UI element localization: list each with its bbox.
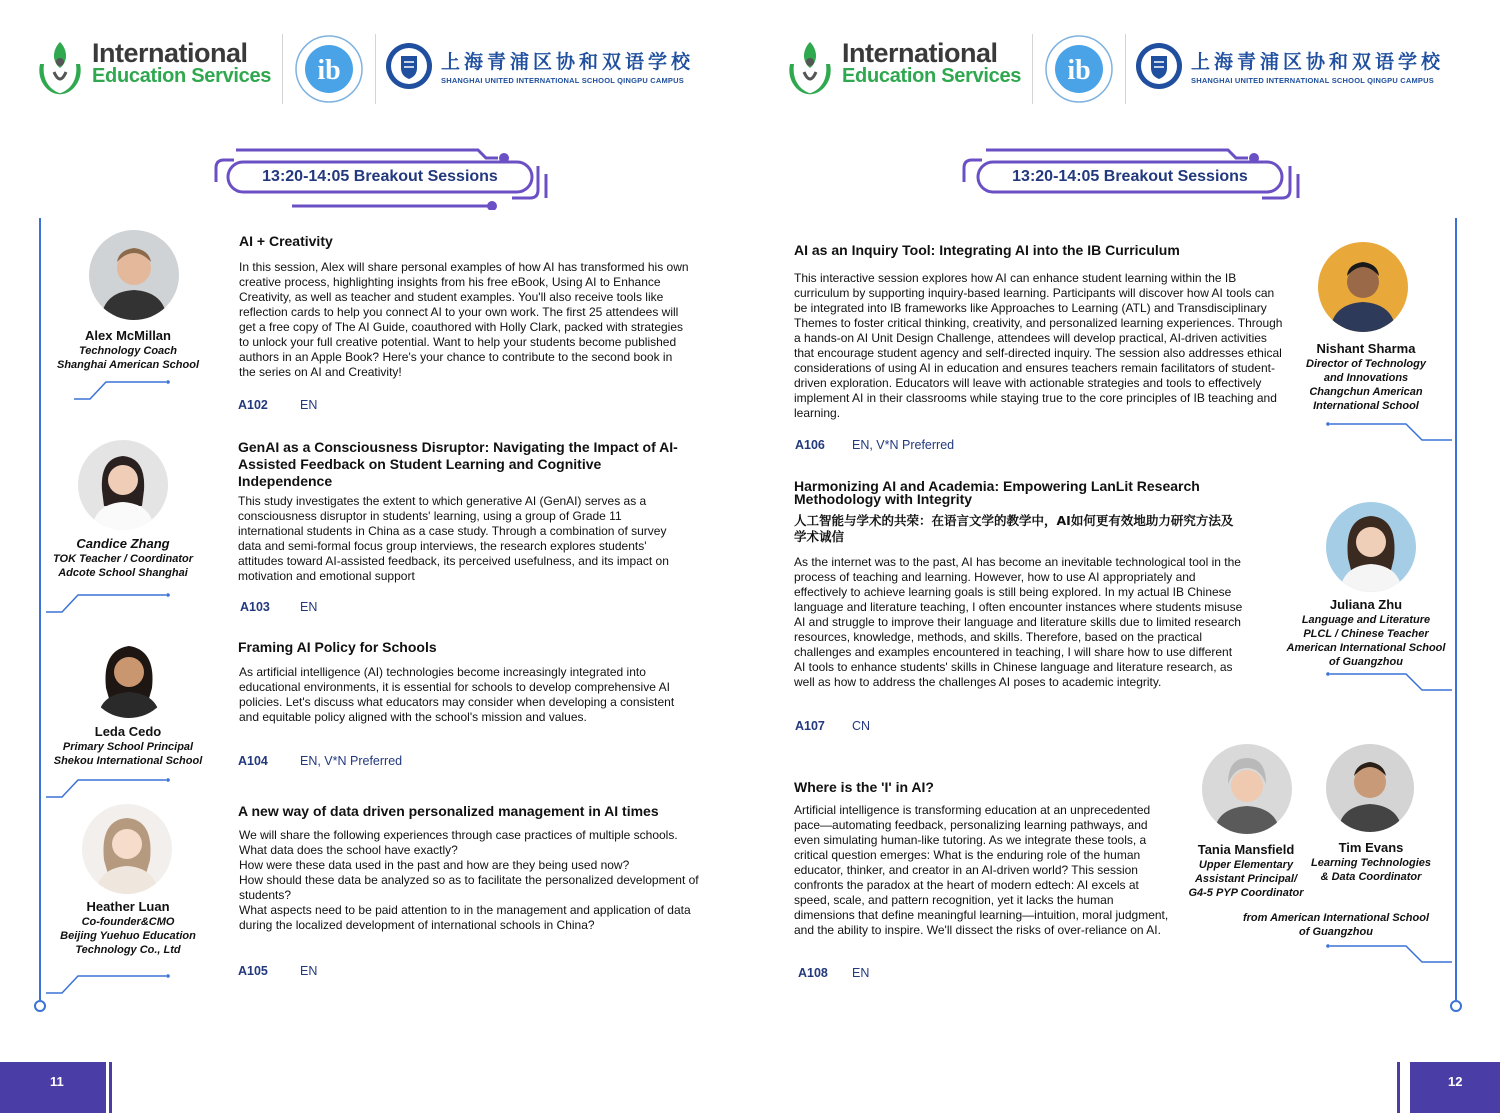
affiliation-line1: from American International School xyxy=(1242,912,1429,924)
session-title: AI as an Inquiry Tool: Integrating AI into the IB Curriculum xyxy=(794,242,1180,258)
speaker-card xyxy=(40,328,216,372)
speaker-role: Co-founder&CMO xyxy=(81,916,175,928)
speaker-photo xyxy=(1326,502,1416,592)
affiliation-line2: of Guangzhou xyxy=(1299,926,1373,938)
speaker-org-line2: of Guangzhou xyxy=(1329,656,1403,668)
speaker-card xyxy=(1280,597,1452,669)
description-line: What data does the school have exactly? xyxy=(239,843,458,857)
page-number: 11 xyxy=(50,1074,64,1089)
speaker-photo xyxy=(1318,242,1408,332)
speaker-name: Tania Mansfield xyxy=(1197,842,1295,857)
room-code: A107 xyxy=(795,719,825,733)
school-name-cn: 上海青浦区协和双语学校 xyxy=(441,51,695,73)
speaker-role: Technology Coach xyxy=(79,345,177,357)
ies-title-line1: International xyxy=(842,38,998,68)
footer-accent xyxy=(1397,1062,1400,1113)
session-title-cn: 人工智能与学术的共荣：在语言文学的教学中，AI如何更有效地助力研究方法及学术诚信 xyxy=(794,513,1234,544)
speaker-card xyxy=(40,724,216,768)
speaker-photo xyxy=(89,230,179,320)
session-title: GenAI as a Consciousness Disruptor: Navigating the Impact of AI-Assisted Feedback on Student Learning and Cognitive Independence xyxy=(238,439,678,489)
speaker-name: Candice Zhang xyxy=(76,536,170,551)
speaker-card xyxy=(1178,842,1314,900)
school-name-cn: 上海青浦区协和双语学校 xyxy=(1191,51,1445,73)
speaker-org-line2: International School xyxy=(1313,400,1419,412)
room-code: A105 xyxy=(238,964,268,978)
description-line: What aspects need to be paid attention to in the management and application of data during the localized development of international schools in China? xyxy=(239,903,691,932)
speaker-role-line2: Assistant Principal/ xyxy=(1194,873,1298,885)
speaker-photo xyxy=(78,440,168,530)
ies-title-line2: Education Services xyxy=(92,65,272,87)
description-line: How were these data used in the past and how are they being used now? xyxy=(239,858,630,872)
room-code: A104 xyxy=(238,754,268,768)
speaker-role: Upper Elementary xyxy=(1198,859,1294,871)
session-description: In this session, Alex will share personal examples of how AI has transformed his own creative process, highlighting insights from his free eBook, Using AI to Enhance Creativity, as well as teacher and student examples. You'll also receive tools like reflection cards to help you connect AI to your own work. The first 25 attendees will get a free copy of The AI Guide, coauthored with Holly Clark, packed with strategies to unlock your full creative potential. Want to help your students become published authors in an Apple Book? Here's your chance to contribute to the second book in the series on AI and Creativity! xyxy=(239,260,689,379)
room-code: A102 xyxy=(238,398,268,412)
speaker-org: Changchun American xyxy=(1309,386,1423,398)
speaker-name: Juliana Zhu xyxy=(1329,597,1403,612)
speaker-card xyxy=(1280,341,1452,413)
speaker-photo xyxy=(1202,744,1292,834)
session-language: EN xyxy=(300,964,318,978)
session-language: EN xyxy=(300,398,318,412)
session-description: This interactive session explores how AI can enhance student learning within the IB curriculum by supporting inquiry-based learning. Participants will discover how AI tools can be integrated into IB frameworks like Approaches to Learning (ATL) and Transdisciplinary Themes to foster critical thinking, creativity, and personalized learning experiences. Through a hands-on AI Unit Design Challenge, attendees will develop practical, AI-driven activities that encourage student agency and self-directed inquiry. The session also addresses ethical considerations of using AI in education and ensures teachers remain facilitators of student-driven exploration. Educators will leave with actionable strategies and tools to effectively implement AI in their classrooms while staying true to the core principles of IB teaching and learning. xyxy=(794,271,1283,420)
speaker-org: Shekou International School xyxy=(53,755,203,767)
footer-accent xyxy=(109,1062,112,1113)
speaker-photo xyxy=(82,804,172,894)
session-language: EN, V*N Preferred xyxy=(300,754,403,768)
session-description: This study investigates the extent to which generative AI (GenAI) serves as a consciousness disruptor in students' learning, using a group of Grade 11 international students in China as a case study. Through a combination of survey data and semi-formal focus group interviews, the research explores students' attitudes toward AI-assisted feedback, its perceived usefulness, and its impact on motivation and emotional support xyxy=(238,494,669,583)
session-language: EN, V*N Preferred xyxy=(852,438,955,452)
room-code: A108 xyxy=(798,966,828,980)
speakers-affiliation xyxy=(1236,911,1436,939)
session-banner-label: 13:20-14:05 Breakout Sessions xyxy=(262,168,498,185)
description-line: We will share the following experiences through case practices of multiple schools. xyxy=(239,828,678,842)
speaker-card xyxy=(30,536,216,580)
speaker-org: Shanghai American School xyxy=(56,359,199,371)
speaker-name: Alex McMillan xyxy=(85,328,171,343)
ies-title-line2: Education Services xyxy=(842,65,1022,87)
session-language: EN xyxy=(852,966,870,980)
speaker-org: Adcote School Shanghai xyxy=(58,567,188,579)
session-banner-label: 13:20-14:05 Breakout Sessions xyxy=(1012,168,1248,185)
school-name-en: SHANGHAI UNITED INTERNATIONAL SCHOOL QINGPU CAMPUS xyxy=(1191,76,1434,85)
ib-text: ib xyxy=(1067,55,1091,86)
speaker-org: American International School xyxy=(1286,642,1446,654)
session-language: EN xyxy=(300,600,318,614)
speaker-role-line2: and Innovations xyxy=(1323,372,1409,384)
speaker-name: Heather Luan xyxy=(86,899,170,914)
speaker-role: TOK Teacher / Coordinator xyxy=(53,553,193,565)
speaker-role: Primary School Principal xyxy=(62,741,194,753)
speaker-role-line2: & Data Coordinator xyxy=(1320,871,1422,883)
session-title: A new way of data driven personalized management in AI times xyxy=(238,803,659,819)
speaker-card xyxy=(1300,840,1442,884)
speaker-name: Tim Evans xyxy=(1338,840,1404,855)
ies-title-line1: International xyxy=(92,38,248,68)
speaker-org: Beijing Yuehuo Education xyxy=(60,930,196,942)
speaker-role-line2: PLCL / Chinese Teacher xyxy=(1303,628,1429,640)
speaker-role: Learning Technologies xyxy=(1311,857,1431,869)
description-line: How should these data be analyzed so as to facilitate the personalized development of students? xyxy=(239,873,699,902)
speaker-role: Director of Technology xyxy=(1306,358,1426,370)
session-description: Artificial intelligence is transforming education at an unprecedented pace—automating feedback, personalizing learning pathways, and even simulating human-like tutoring. As we integrate these tools, a critical question emerges: What is the enduring role of the human educator, thinker, and creator in an AI-driven world? This session confronts the paradox at the heart of modern edtech: AI excels at speed, scale, and pattern recognition, yet it lacks the human dimensions that define meaningful learning—intuition, moral judgment, and the ability to inspire. We'll dissect the risks of over-reliance on AI. xyxy=(794,803,1169,937)
speaker-role-line3: G4-5 PYP Coordinator xyxy=(1188,887,1304,899)
room-code: A106 xyxy=(795,438,825,452)
speaker-org-line2: Technology Co., Ltd xyxy=(75,944,181,956)
room-code: A103 xyxy=(240,600,270,614)
session-title: Where is the 'I' in AI? xyxy=(794,779,934,795)
session-description xyxy=(239,828,699,933)
speaker-name: Leda Cedo xyxy=(94,724,162,739)
speaker-photo xyxy=(86,632,172,718)
speaker-role: Language and Literature xyxy=(1301,614,1431,626)
speaker-card xyxy=(40,899,216,957)
page-number: 12 xyxy=(1448,1074,1463,1089)
session-title: Framing AI Policy for Schools xyxy=(238,639,437,655)
session-title: Harmonizing AI and Academia: Empowering LanLit Research Methodology with Integrity xyxy=(794,478,1200,507)
session-description: As the internet was to the past, AI has become an inevitable technological tool in the process of teaching and learning. However, how to use AI appropriately and effectively to achieve learning goals is still being explored. In my actual IB Chinese language and literature teaching, I often encounter instances where students misuse AI and struggle to improve their language and literature skills due to limited research resources, knowledge, methods, and skills. Therefore, based on the practical challenges and examples encountered in teaching, I will share how to use different AI tools to enhance students' skills in Chinese language and literature research, as well as how to address the challenges AI poses to academic integrity. xyxy=(794,555,1243,689)
ib-text: ib xyxy=(317,55,341,86)
school-name-en: SHANGHAI UNITED INTERNATIONAL SCHOOL QINGPU CAMPUS xyxy=(441,76,684,85)
session-description: As artificial intelligence (AI) technologies become increasingly integrated into educational environments, it is essential for schools to develop comprehensive AI policies. Let's discuss what educators may consider when developing a consistent and equitable policy aligned with the school's mission and values. xyxy=(239,665,675,724)
session-title: AI + Creativity xyxy=(239,233,333,249)
speaker-photo xyxy=(1326,744,1414,832)
session-language: CN xyxy=(852,719,871,733)
speaker-name: Nishant Sharma xyxy=(1316,341,1416,356)
page-right xyxy=(750,0,1500,1113)
